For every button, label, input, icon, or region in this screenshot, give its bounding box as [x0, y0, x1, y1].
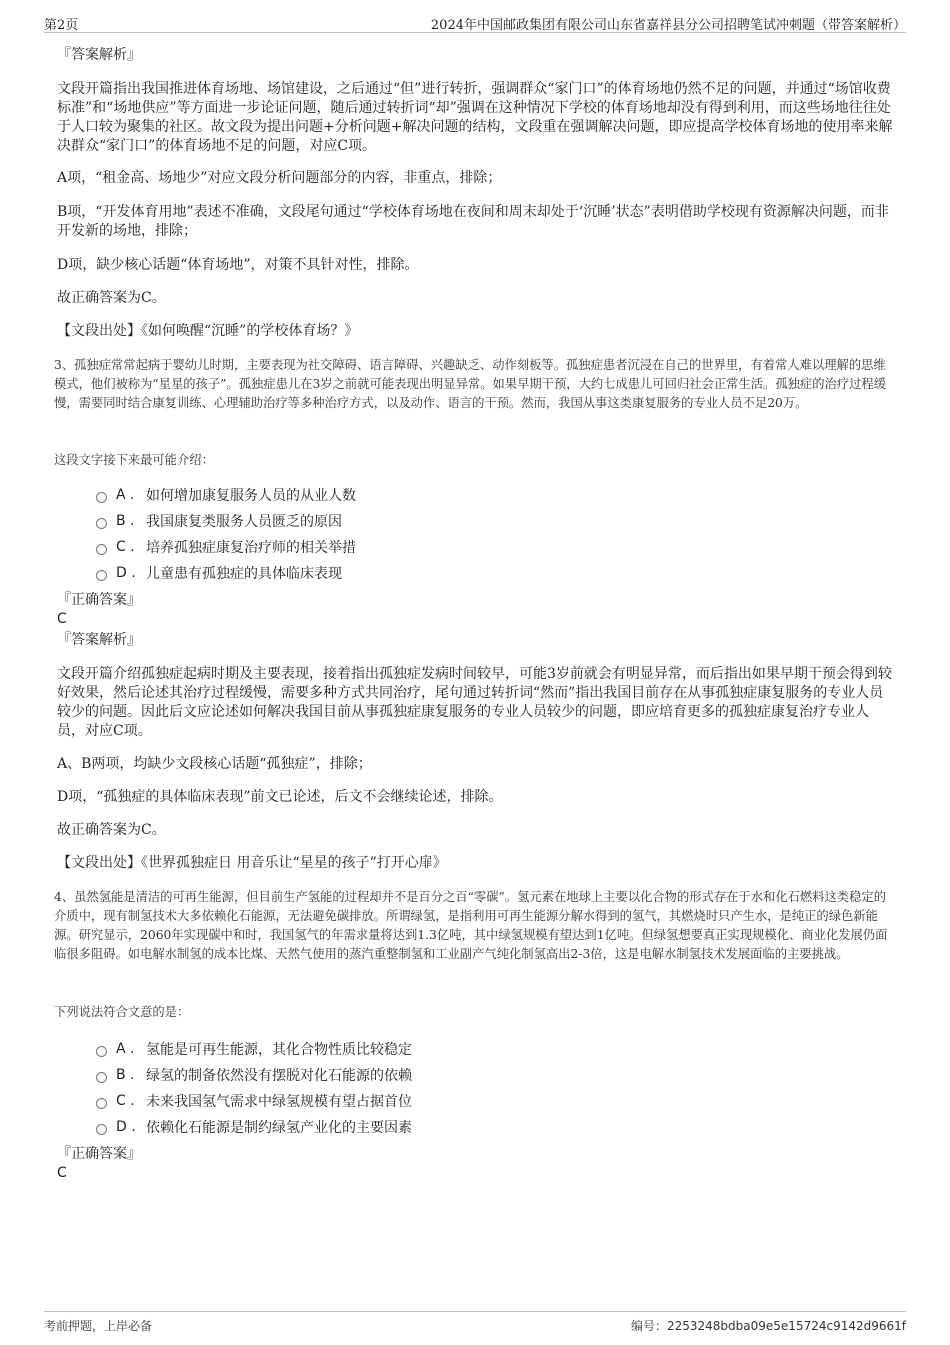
q3-option-a[interactable] [96, 482, 356, 508]
q4-answer-tag: 『正确答案』 [57, 1146, 141, 1162]
q3-options [96, 482, 356, 586]
q2-analysis-tag: 『答案解析』 [57, 47, 141, 63]
q4-option-a[interactable] [96, 1036, 412, 1062]
q4-answer: C [57, 1165, 67, 1181]
option-letter: A . [116, 487, 135, 503]
q2-source: 【文段出处】《如何唤醒“沉睡”的学校体育场？》 [57, 323, 359, 339]
q3-analysis-tag: 『答案解析』 [57, 632, 141, 648]
radio-icon[interactable] [96, 518, 107, 529]
footer-slogan: 考前押题，上岸必备 [44, 1319, 153, 1333]
q3-option-d[interactable] [96, 560, 356, 586]
q2-conclusion: 故正确答案为C。 [57, 290, 166, 306]
q3-option-c[interactable] [96, 534, 356, 560]
option-text: 氢能是可再生能源，其化合物性质比较稳定 [146, 1042, 412, 1058]
footer-code: 2253248bdba09e5e15724c9142d9661f [666, 1319, 906, 1333]
option-letter: A . [116, 1041, 135, 1057]
q2-analysis: 文段开篇指出我国推进体育场地、场馆建设，之后通过“但”进行转折，强调群众“家门口”的体育场地仍然不足的问题，并通过“场馆收费标准”和“场地供应”等方面进一步论证问题，随后通过转折词“却”强调在这种情况下学校的体育场地却没有得到利用，而这些场地往往处于人口较为聚集的社区。故文段为提出问题+分析问题+解决问题的结构，文段重在强调解决问题，即应提高学校体育场地的使用率来解决群众“家门口”的体育场地不足的问题，对应C项。 [57, 81, 893, 154]
option-letter: D . [116, 1119, 136, 1135]
q2-option-d-note: D项，缺少核心话题“体育场地”，对策不具针对性，排除。 [57, 257, 419, 273]
q3-conclusion: 故正确答案为C。 [57, 822, 166, 838]
q2-option-b-note: B项，“开发体育用地”表述不准确，文段尾句通过“学校体育场地在夜间和周末却处于‘沉睡’状态”表明借助学校现有资源解决问题，而非开发新的场地，排除； [57, 204, 889, 239]
q3-option-b[interactable] [96, 508, 356, 534]
option-letter: D . [116, 565, 136, 581]
q3-prompt: 这段文字接下来最可能介绍： [54, 453, 214, 467]
radio-icon[interactable] [96, 1072, 107, 1083]
page-header [44, 14, 906, 33]
q3-option-d-note: D项，“孤独症的具体临床表现”前文已论述，后文不会继续论述，排除。 [57, 789, 503, 805]
page-footer [44, 1311, 906, 1334]
option-text: 依赖化石能源是制约绿氢产业化的主要因素 [146, 1120, 412, 1136]
q3-stem: 3、孤独症常常起病于婴幼儿时期，主要表现为社交障碍、语言障碍、兴趣缺乏、动作刻板等。孤独症患者沉浸在自己的世界里，有着常人难以理解的思维模式，他们被称为“星星的孩子”。孤独症患儿在3岁之前就可能表现出明显异常。如果早期干预，大约七成患儿可回归社会正常生活。孤独症的治疗过程缓慢，需要同时结合康复训练、心理辅助治疗等多种治疗方式，以及动作、语言的干预。然而，我国从事这类康复服务的专业人员不足20万。 [54, 358, 886, 410]
option-text: 培养孤独症康复治疗师的相关举措 [146, 540, 356, 556]
radio-icon[interactable] [96, 1124, 107, 1135]
option-text: 我国康复类服务人员匮乏的原因 [146, 514, 342, 530]
q3-analysis: 文段开篇介绍孤独症起病时期及主要表现，接着指出孤独症发病时间较早，可能3岁前就会有明显异常，而后指出如果早期干预会得到较好效果，然后论述其治疗过程缓慢，需要多种方式共同治疗，尾句通过转折词“然而”指出我国目前存在从事孤独症康复服务的专业人员较少的问题。因此后文应论述如何解决我国目前从事孤独症康复服务的专业人员较少的问题，即应培育更多的孤独症康复治疗专业人员，对应C项。 [57, 666, 892, 739]
q2-option-a-note: A项，“租金高、场地少”对应文段分析问题部分的内容，非重点，排除； [57, 170, 502, 186]
q4-prompt: 下列说法符合文意的是： [54, 1005, 190, 1019]
option-text: 未来我国氢气需求中绿氢规模有望占据首位 [146, 1094, 412, 1110]
q3-answer-tag: 『正确答案』 [57, 592, 141, 608]
radio-icon[interactable] [96, 570, 107, 581]
q4-option-b[interactable] [96, 1062, 412, 1088]
option-letter: B . [116, 1067, 135, 1083]
option-letter: C . [116, 1093, 135, 1109]
q4-option-c[interactable] [96, 1088, 412, 1114]
document-title: 2024年中国邮政集团有限公司山东省嘉祥县分公司招聘笔试冲刺题（带答案解析） [430, 18, 906, 33]
radio-icon[interactable] [96, 1046, 107, 1057]
q4-options [96, 1036, 412, 1140]
radio-icon[interactable] [96, 492, 107, 503]
radio-icon[interactable] [96, 1098, 107, 1109]
option-letter: B . [116, 513, 135, 529]
q4-option-d[interactable] [96, 1114, 412, 1140]
q3-source: 【文段出处】《世界孤独症日 用音乐让“星星的孩子”打开心扉》 [57, 855, 447, 871]
footer-code-group [631, 1317, 906, 1334]
footer-code-label: 编号： [630, 1319, 667, 1333]
option-text: 绿氢的制备依然没有摆脱对化石能源的依赖 [146, 1068, 412, 1084]
q3-option-ab-note: A、B两项，均缺少文段核心话题“孤独症”，排除； [57, 756, 372, 772]
page-number: 第2页 [44, 18, 79, 33]
option-text: 如何增加康复服务人员的从业人数 [146, 488, 356, 504]
q3-answer: C [57, 611, 67, 627]
option-text: 儿童患有孤独症的具体临床表现 [146, 566, 342, 582]
option-letter: C . [116, 539, 135, 555]
q4-stem: 4、虽然氢能是清洁的可再生能源，但目前生产氢能的过程却并不是百分之百“零碳”。氢元素在地球上主要以化合物的形式存在于水和化石燃料这类稳定的介质中，现有制氢技术大多依赖化石能源，无法避免碳排放。所谓绿氢，是指利用可再生能源分解水得到的氢气，其燃烧时只产生水，是纯正的绿色新能源。研究显示，2060年实现碳中和时，我国氢气的年需求量将达到1.3亿吨，其中绿氢规模有望达到1亿吨。但绿氢想要真正实现规模化、商业化发展仍面临很多阻碍。如电解水制氢的成本比煤、天然气使用的蒸汽重整制氢和工业副产气纯化制氢高出2-3倍，这是电解水制氢技术发展面临的主要挑战。 [54, 890, 888, 961]
radio-icon[interactable] [96, 544, 107, 555]
